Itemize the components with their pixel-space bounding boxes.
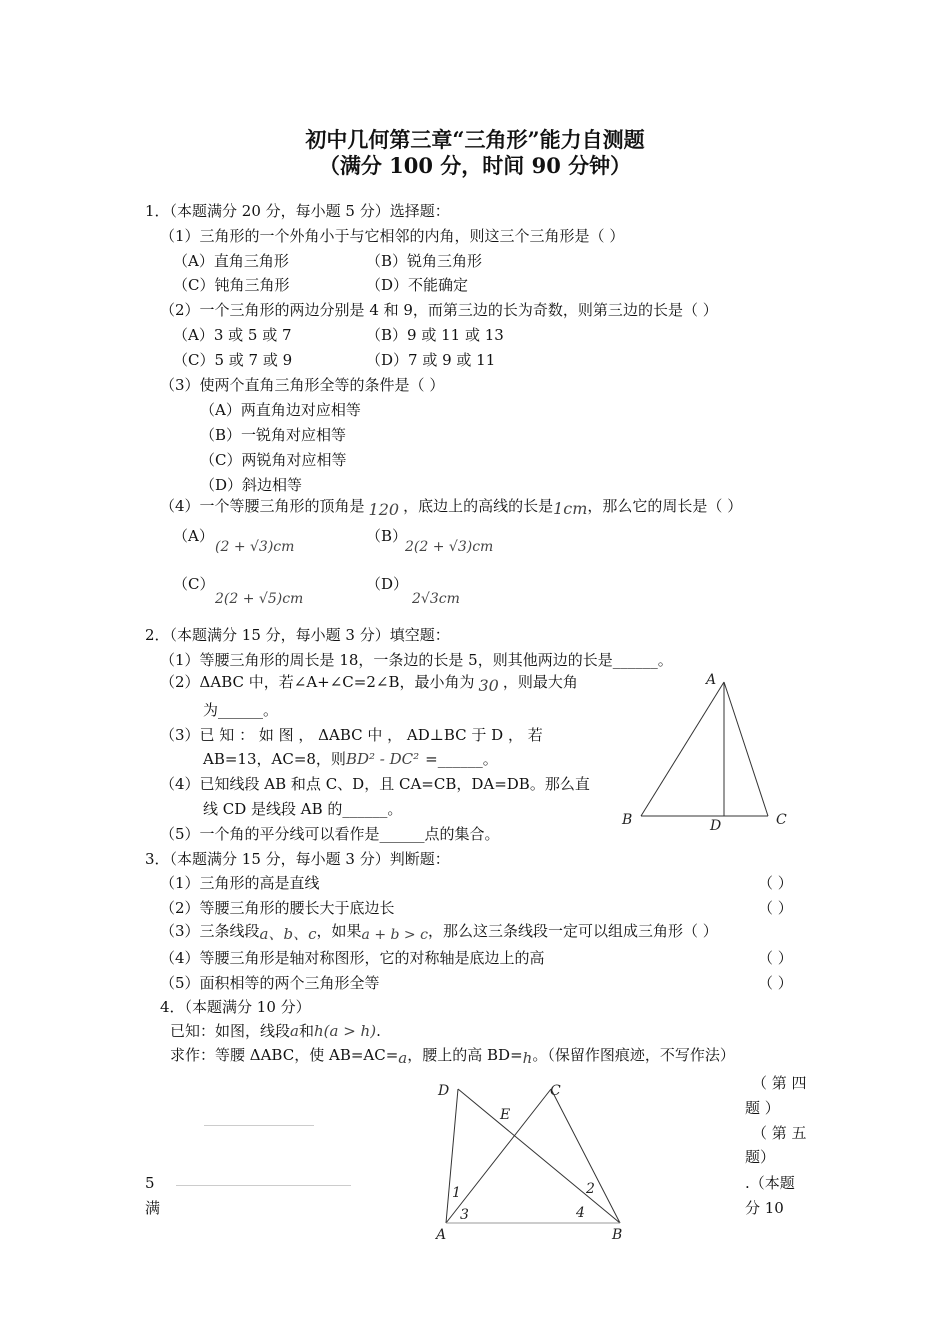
- side-note-r1: （ 第 四: [752, 1074, 807, 1092]
- q1-p4-option-b-expr: 2(2 + √3)cm: [405, 539, 494, 555]
- q1-p4-stem: [160, 497, 743, 519]
- q1-p4-option-a-label: （A）: [173, 527, 214, 545]
- fig1-label-c: C: [776, 812, 787, 828]
- fig1-label-b: B: [622, 812, 633, 828]
- q1-p3-option-a: （A）两直角边对应相等: [200, 401, 361, 419]
- fig2-line-da: [446, 1089, 458, 1223]
- q4-given-text-b: 和: [298, 1022, 314, 1040]
- q1-p2-option-b: （B）9 或 11 或 13: [366, 326, 504, 344]
- page-title: 初中几何第三章“三角形”能力自测题: [305, 127, 645, 152]
- q2-p3-line1: （3）已 知 ： 如 图 ， ΔABC 中 ， AD⊥BC 于 D ， 若: [160, 726, 543, 744]
- q1-p4-option-d-expr: 2√3cm: [412, 591, 460, 607]
- q4-construct-text-b: ，腰上的高 BD=: [407, 1046, 523, 1064]
- q2-header: 2．（本题满分 15 分，每小题 3 分）填空题：: [145, 626, 450, 644]
- q1-p2-stem: （2）一个三角形的两边分别是 4 和 9，而第三边的长为奇数，则第三边的长是（ ）: [160, 301, 718, 319]
- q2-p1: （1）等腰三角形的周长是 18，一条边的长是 5，则其他两边的长是______。: [160, 651, 673, 669]
- q2-p3-expr: BD² - DC²: [345, 750, 420, 768]
- q3-p1-answer: （ ）: [758, 874, 793, 892]
- fig2-label-1: 1: [452, 1185, 461, 1201]
- q2-p2-angle: 30: [478, 676, 499, 695]
- q4-construct-text-c: 。（保留作图痕迹，不写作法）: [532, 1046, 735, 1064]
- q1-p3-stem: （3）使两个直角三角形全等的条件是（ ）: [160, 376, 445, 394]
- side-note-l1: 5: [145, 1174, 155, 1192]
- q3-p4: （4）等腰三角形是轴对称图形，它的对称轴是底边上的高: [160, 949, 545, 967]
- q2-p3-text-c: =______。: [425, 750, 498, 768]
- segment-a-line: [176, 1185, 351, 1186]
- q1-p4-option-a-expr: (2 + √3)cm: [215, 539, 295, 555]
- q2-p4-line2: 线 CD 是线段 AB 的______。: [203, 800, 403, 818]
- q4-construct-text-a: 求作：等腰 ΔABC，使 AB=AC=: [170, 1046, 399, 1064]
- q3-p4-answer: （ ）: [758, 949, 793, 967]
- q2-p3-text-b: AB=13，AC=8，则: [203, 750, 346, 768]
- fig1-label-a: A: [706, 672, 717, 688]
- q4-given-a-var: a: [290, 1022, 299, 1040]
- side-note-r4: 题）: [745, 1148, 776, 1166]
- fig2-label-d: D: [438, 1083, 450, 1099]
- side-note-l2: 满: [145, 1199, 161, 1217]
- q1-p3-option-b: （B）一锐角对应相等: [200, 426, 347, 444]
- q1-p4-option-d-label: （D）: [366, 575, 409, 593]
- fig1-side-ab: [641, 682, 724, 816]
- triangle-figure: [610, 668, 800, 838]
- q1-p4-option-b-label: （B）: [366, 527, 408, 545]
- q1-p4-option-c-expr: 2(2 + √5)cm: [215, 591, 304, 607]
- q1-p4-stem-c: ，那么它的周长是（ ）: [587, 497, 743, 515]
- q4-construct: [170, 1046, 735, 1067]
- q1-p4-option-c-label: （C）: [173, 575, 215, 593]
- q3-p1: （1）三角形的高是直线: [160, 874, 320, 892]
- q1-p1-option-d: （D）不能确定: [366, 276, 469, 294]
- q2-p5: （5）一个角的平分线可以看作是______点的集合。: [160, 825, 500, 843]
- fig2-line-ca: [446, 1089, 551, 1223]
- q3-p5-answer: （ ）: [758, 974, 793, 992]
- q1-p3-option-c: （C）两锐角对应相等: [200, 451, 347, 469]
- segment-h-line: [204, 1125, 314, 1126]
- q1-p4-stem-b: ，底边上的高线的长是: [403, 497, 554, 515]
- q1-p2-option-d: （D）7 或 9 或 11: [366, 351, 496, 369]
- q1-p4-angle: 120: [368, 500, 400, 519]
- fig2-label-b: B: [612, 1227, 623, 1243]
- q3-p3-text-c: ，那么这三条线段一定可以组成三角形（ ）: [427, 922, 718, 940]
- q2-p3-line2: [203, 750, 498, 768]
- crossing-triangles-figure: [430, 1075, 630, 1245]
- fig2-label-4: 4: [576, 1205, 585, 1221]
- q1-p1-stem: （1）三角形的一个外角小于与它相邻的内角，则这三个三角形是（ ）: [160, 227, 625, 245]
- q1-p4-length: 1cm: [553, 499, 588, 518]
- fig2-label-3: 3: [460, 1207, 469, 1223]
- side-note-r6: 分 10: [745, 1199, 784, 1217]
- q4-given-end: .: [376, 1022, 381, 1040]
- q1-p4-stem-a: （4）一个等腰三角形的顶角是: [160, 497, 365, 515]
- fig2-line-db: [458, 1089, 620, 1223]
- q4-construct-h: h: [522, 1049, 533, 1067]
- q2-p2-text-a: （2）ΔABC 中，若∠A+∠C=2∠B，最小角为: [160, 673, 475, 691]
- q3-p3: [160, 922, 718, 941]
- q3-p3-text-b: ，如果: [316, 922, 362, 940]
- fig1-label-d: D: [710, 818, 722, 834]
- q1-p1-option-b: （B）锐角三角形: [366, 252, 483, 270]
- fig2-label-a: A: [436, 1227, 447, 1243]
- q3-p2-answer: （ ）: [758, 899, 793, 917]
- q1-p1-option-c: （C）钝角三角形: [173, 276, 290, 294]
- q4-given: [170, 1022, 381, 1040]
- page-subtitle: （满分 100 分，时间 90 分钟）: [318, 153, 632, 178]
- q3-p3-condition: a + b > c: [361, 927, 428, 943]
- q2-p2-line2: 为______。: [203, 701, 279, 719]
- q2-p2-text-b: ，则最大角: [502, 673, 578, 691]
- fig2-label-c: C: [550, 1083, 561, 1099]
- q3-header: 3．（本题满分 15 分，每小题 3 分）判断题：: [145, 850, 450, 868]
- side-note-r2: 题 ）: [745, 1099, 780, 1117]
- q3-p3-vars: a、b、c: [259, 925, 317, 943]
- fig1-side-ac: [724, 682, 768, 816]
- q1-p2-option-c: （C）5 或 7 或 9: [173, 351, 293, 369]
- q4-construct-a-var: a: [398, 1049, 408, 1067]
- q1-p2-option-a: （A）3 或 5 或 7: [173, 326, 292, 344]
- fig2-line-cb: [551, 1089, 620, 1223]
- q2-p2-line1: [160, 673, 578, 695]
- q4-given-h: h(a > h): [313, 1022, 377, 1040]
- q1-header: 1．（本题满分 20 分，每小题 5 分）选择题：: [145, 202, 450, 220]
- q3-p5: （5）面积相等的两个三角形全等: [160, 974, 380, 992]
- q1-p1-option-a: （A）直角三角形: [173, 252, 289, 270]
- q4-given-text-a: 已知：如图，线段: [170, 1022, 291, 1040]
- q4-header: 4．（本题满分 10 分）: [160, 998, 311, 1016]
- q2-p4-line1: （4）已知线段 AB 和点 C、D，且 CA=CB，DA=DB。那么直: [160, 775, 590, 793]
- fig2-label-e: E: [500, 1107, 511, 1123]
- fig2-label-2: 2: [586, 1181, 595, 1197]
- q3-p3-text-a: （3）三条线段: [160, 922, 260, 940]
- side-note-r3: （ 第 五: [752, 1124, 807, 1142]
- side-note-r5: .（本题: [745, 1174, 795, 1192]
- q3-p2: （2）等腰三角形的腰长大于底边长: [160, 899, 395, 917]
- q1-p3-option-d: （D）斜边相等: [200, 476, 303, 494]
